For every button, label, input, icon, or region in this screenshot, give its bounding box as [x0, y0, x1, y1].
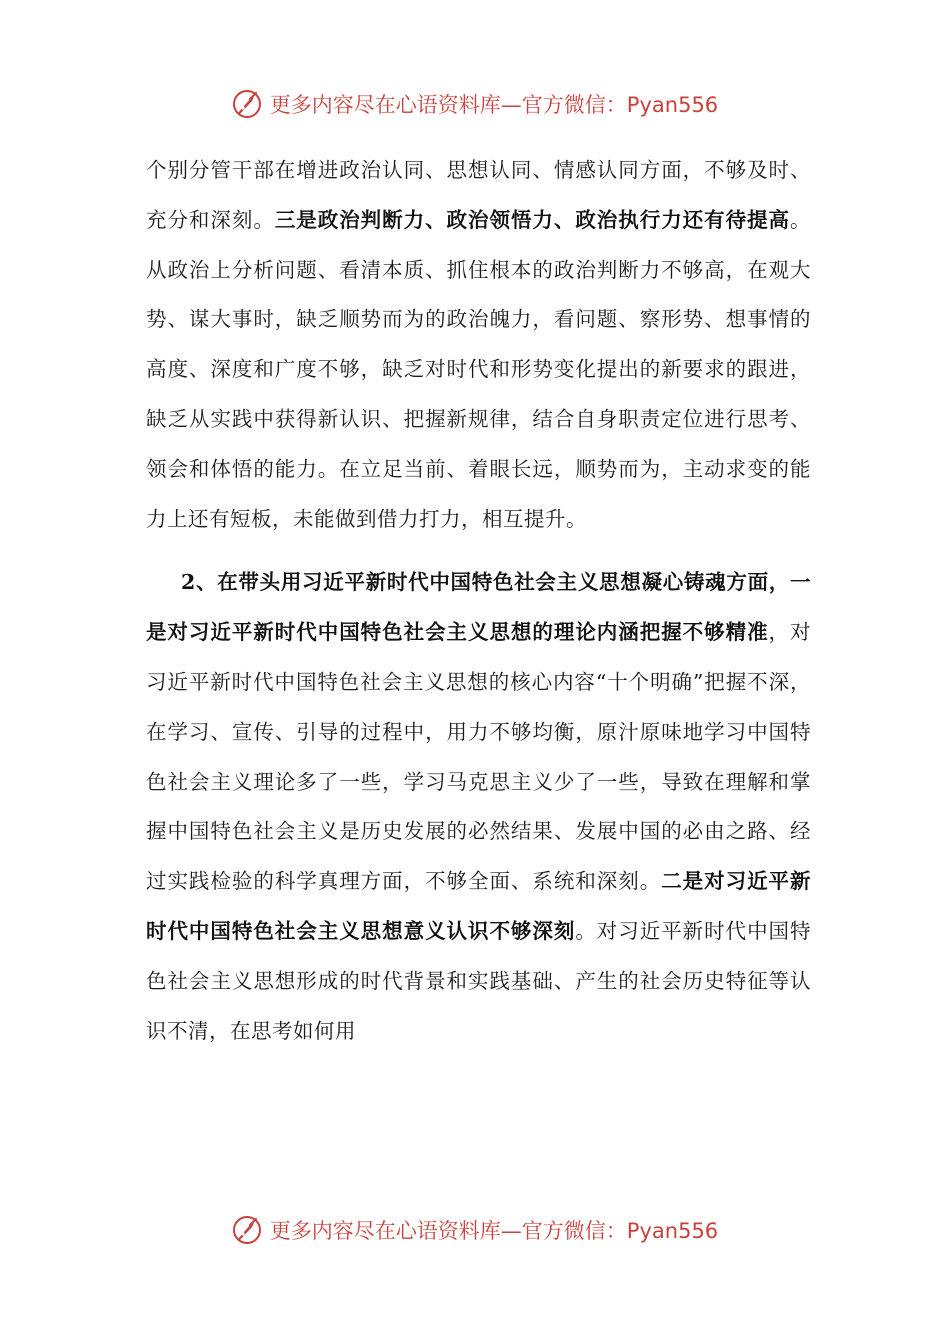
- header-watermark: [0, 82, 950, 126]
- text-run: ，对习近平新时代中国特色社会主义思想的核心内容“十个明确”把握不深，在学习、宣传、引导的过程中，用力不够均衡，原汁原味地学习中国特色社会主义理论多了一些，学习马克思主义少了一些，导致在理解和掌握中国特色社会主义是历史发展的必然结果、发展中国的必由之路、经过实践检验的科学真理方面，不够全面、系统和深刻。: [146, 620, 812, 894]
- text-run: 个别分管干部在增进政治认同、思想认同、情感认同方面，不够及时、充分和深刻。: [146, 158, 811, 232]
- paragraph-2: [146, 558, 811, 1056]
- pen-nib-logo-icon: [232, 1215, 262, 1245]
- paragraph-1: [146, 146, 811, 544]
- bold-heading-run: 二是对习近平新时代中国特色社会主义思想意义认识不够深刻: [146, 869, 812, 943]
- watermark-text: 更多内容尽在心语资料库—官方微信：Pyan556: [269, 93, 719, 117]
- watermark-text: 更多内容尽在心语资料库—官方微信：Pyan556: [269, 1219, 719, 1243]
- bold-heading-run: 2、在带头用习近平新时代中国特色社会主义思想凝心铸魂方面，一是对习近平新时代中国特色社会主义思想的理论内涵把握不够精准: [146, 570, 811, 645]
- footer-watermark: [0, 1208, 950, 1252]
- document-body: [146, 146, 811, 1056]
- text-run: 。从政治上分析问题、看清本质、抓住根本的政治判断力不够高，在观大势、谋大事时，缺乏顺势而为的政治魄力，看问题、察形势、想事情的高度、深度和广度不够，缺乏对时代和形势变化提出的新要求的跟进，缺乏从实践中获得新认识、把握新规律，结合自身职责定位进行思考、领会和体悟的能力。在立足当前、着眼长远，顺势而为，主动求变的能力上还有短板，未能做到借力打力，相互提升。: [146, 207, 812, 531]
- bold-heading-run: 三是政治判断力、政治领悟力、政治执行力还有待提高: [274, 207, 791, 232]
- text-run: 。对习近平新时代中国特色社会主义思想形成的时代背景和实践基础、产生的社会历史特征等认识不清，在思考如何用: [146, 918, 812, 1043]
- pen-nib-logo-icon: [232, 89, 262, 119]
